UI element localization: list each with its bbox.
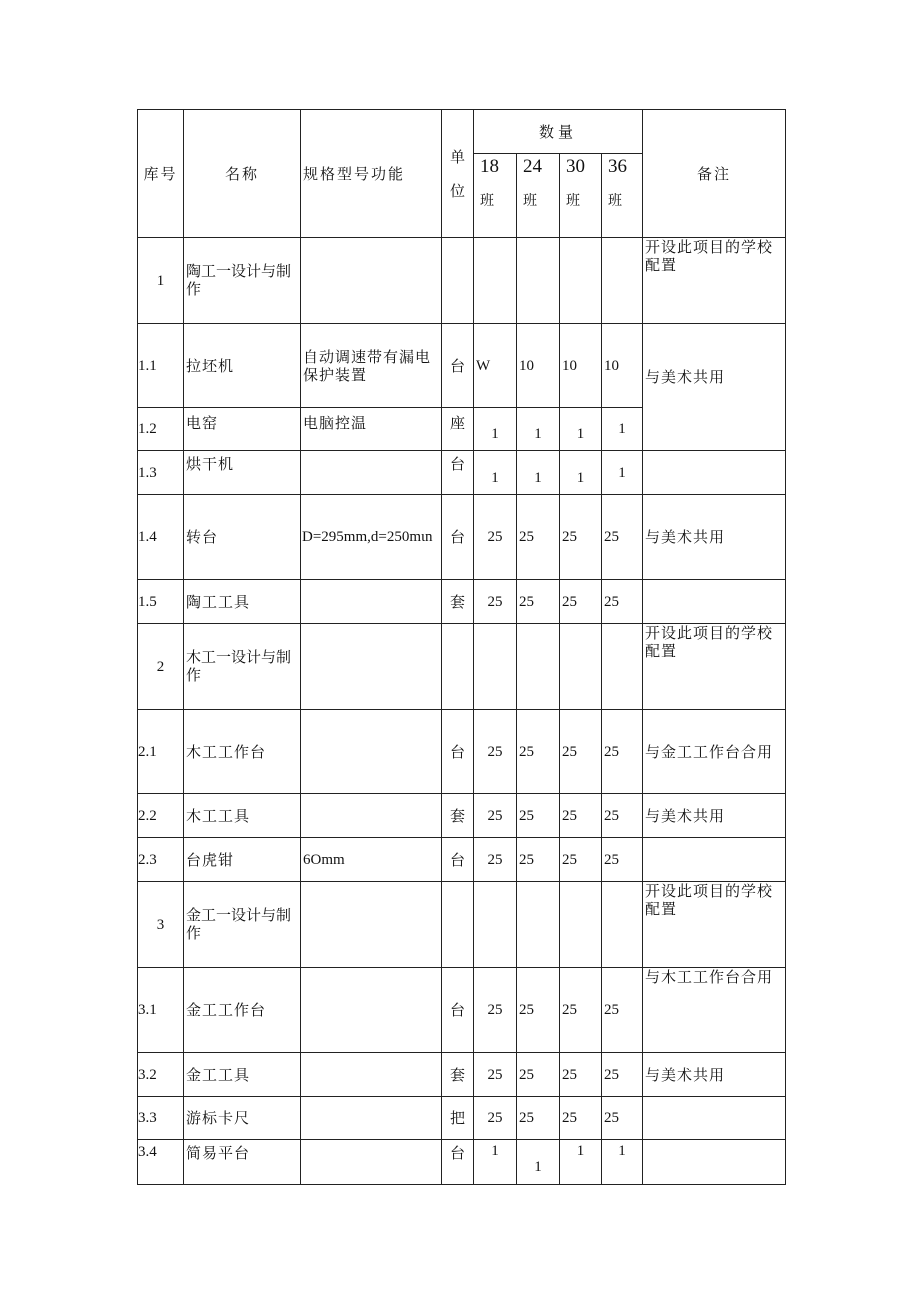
row-name: 陶工工具	[184, 580, 301, 624]
table-row	[138, 451, 786, 495]
qty-24: 25	[517, 1053, 560, 1097]
row-id: 3.2	[138, 1053, 184, 1097]
row-unit: 台	[442, 451, 474, 495]
class-word: 班	[523, 192, 537, 209]
empty-cell	[301, 624, 442, 710]
row-name: 金工工作台	[184, 968, 301, 1053]
empty-cell	[602, 624, 643, 710]
qty-30: 25	[560, 838, 602, 882]
qty-18: 1	[474, 408, 517, 451]
row-name: 木工工具	[184, 794, 301, 838]
class-num: 30	[566, 156, 585, 177]
qty-24: 10	[517, 324, 560, 408]
row-spec	[301, 1053, 442, 1097]
row-name: 金工工具	[184, 1053, 301, 1097]
row-unit: 台	[442, 838, 474, 882]
qty-36: 1	[602, 408, 643, 451]
class-36	[602, 154, 643, 238]
row-remark	[643, 838, 786, 882]
row-id: 1.2	[138, 408, 184, 451]
row-name: 烘干机	[184, 451, 301, 495]
row-id: 3.1	[138, 968, 184, 1053]
empty-cell	[517, 624, 560, 710]
row-spec	[301, 968, 442, 1053]
table-row	[138, 324, 786, 408]
empty-cell	[560, 882, 602, 968]
class-num: 24	[523, 156, 542, 177]
empty-cell	[602, 238, 643, 324]
qty-24: 25	[517, 794, 560, 838]
section-title: 陶工一设计与制作	[184, 238, 301, 324]
qty-36: 25	[602, 1097, 643, 1140]
row-unit: 把	[442, 1097, 474, 1140]
row-name: 游标卡尺	[184, 1097, 301, 1140]
section-row	[138, 238, 786, 324]
header-unit	[442, 110, 474, 238]
row-name: 木工工作台	[184, 710, 301, 794]
empty-cell	[517, 882, 560, 968]
row-name: 转台	[184, 495, 301, 580]
empty-cell	[301, 882, 442, 968]
qty-24: 25	[517, 968, 560, 1053]
row-remark	[643, 1140, 786, 1185]
empty-cell	[560, 624, 602, 710]
row-name: 拉坯机	[184, 324, 301, 408]
qty-18: 1	[474, 1140, 517, 1185]
table-row	[138, 794, 786, 838]
row-spec: D=295mm,d=250mιn	[301, 495, 442, 580]
empty-cell	[474, 624, 517, 710]
row-unit: 座	[442, 408, 474, 451]
qty-30: 25	[560, 968, 602, 1053]
qty-18: 25	[474, 495, 517, 580]
qty-36: 25	[602, 968, 643, 1053]
class-word: 班	[566, 192, 580, 209]
qty-18: W	[474, 324, 517, 408]
qty-30: 25	[560, 794, 602, 838]
header-row	[138, 110, 786, 154]
section-row	[138, 882, 786, 968]
qty-30: 25	[560, 580, 602, 624]
row-remark	[643, 1097, 786, 1140]
qty-36: 25	[602, 495, 643, 580]
qty-24: 1	[517, 1140, 560, 1185]
empty-cell	[442, 624, 474, 710]
qty-18: 25	[474, 838, 517, 882]
class-num: 18	[480, 156, 499, 177]
qty-36: 25	[602, 580, 643, 624]
qty-30: 10	[560, 324, 602, 408]
class-word: 班	[608, 192, 622, 209]
header-seq: 库号	[138, 110, 184, 238]
qty-30: 1	[560, 451, 602, 495]
qty-36: 1	[602, 451, 643, 495]
row-unit: 套	[442, 1053, 474, 1097]
table-row	[138, 1140, 786, 1185]
empty-cell	[442, 882, 474, 968]
class-num: 36	[608, 156, 627, 177]
row-unit: 台	[442, 495, 474, 580]
row-remark	[643, 580, 786, 624]
row-unit: 台	[442, 324, 474, 408]
row-spec	[301, 794, 442, 838]
row-id: 2.2	[138, 794, 184, 838]
class-18	[474, 154, 517, 238]
section-id: 2	[138, 624, 184, 710]
row-spec	[301, 1140, 442, 1185]
row-remark: 与木工工作台合用	[643, 968, 786, 1053]
row-unit: 台	[442, 1140, 474, 1185]
row-spec	[301, 710, 442, 794]
class-24	[517, 154, 560, 238]
qty-30: 25	[560, 710, 602, 794]
qty-18: 25	[474, 710, 517, 794]
empty-cell	[474, 882, 517, 968]
table-row	[138, 1053, 786, 1097]
row-name: 电窑	[184, 408, 301, 451]
qty-24: 1	[517, 408, 560, 451]
row-unit: 台	[442, 710, 474, 794]
qty-24: 25	[517, 495, 560, 580]
qty-30: 1	[560, 408, 602, 451]
header-spec: 规格型号功能	[301, 110, 442, 238]
row-id: 3.3	[138, 1097, 184, 1140]
table-row	[138, 1097, 786, 1140]
qty-30: 1	[560, 1140, 602, 1185]
row-id: 1.4	[138, 495, 184, 580]
qty-30: 25	[560, 1097, 602, 1140]
qty-36: 25	[602, 794, 643, 838]
qty-36: 25	[602, 1053, 643, 1097]
empty-cell	[560, 238, 602, 324]
section-remark: 开设此项目的学校配置	[643, 624, 786, 710]
row-id: 1.3	[138, 451, 184, 495]
qty-36: 25	[602, 710, 643, 794]
section-title: 木工一设计与制作	[184, 624, 301, 710]
row-name: 台虎钳	[184, 838, 301, 882]
row-remark: 与美术共用	[643, 1053, 786, 1097]
qty-18: 25	[474, 1097, 517, 1140]
section-remark: 开设此项目的学校配置	[643, 238, 786, 324]
qty-18: 25	[474, 1053, 517, 1097]
qty-30: 25	[560, 1053, 602, 1097]
header-name: 名称	[184, 110, 301, 238]
section-id: 3	[138, 882, 184, 968]
header-qty: 数量	[474, 110, 643, 154]
qty-36: 1	[602, 1140, 643, 1185]
empty-cell	[602, 882, 643, 968]
section-id: 1	[138, 238, 184, 324]
qty-36: 10	[602, 324, 643, 408]
row-remark: 与金工工作台合用	[643, 710, 786, 794]
row-spec: 自动调速带有漏电保护装置	[301, 324, 442, 408]
row-spec	[301, 451, 442, 495]
equipment-table	[137, 109, 786, 1185]
table-row	[138, 838, 786, 882]
row-remark: 与美术共用	[643, 495, 786, 580]
header-remark: 备注	[643, 110, 786, 238]
row-name: 简易平台	[184, 1140, 301, 1185]
header-unit-text: 单位	[449, 147, 465, 200]
empty-cell	[474, 238, 517, 324]
section-remark: 开设此项目的学校配置	[643, 882, 786, 968]
empty-cell	[301, 238, 442, 324]
row-id: 1.1	[138, 324, 184, 408]
qty-24: 25	[517, 710, 560, 794]
table-row	[138, 580, 786, 624]
qty-30: 25	[560, 495, 602, 580]
row-remark	[643, 451, 786, 495]
empty-cell	[442, 238, 474, 324]
row-spec	[301, 1097, 442, 1140]
qty-18: 25	[474, 580, 517, 624]
qty-24: 25	[517, 1097, 560, 1140]
row-unit: 台	[442, 968, 474, 1053]
class-30	[560, 154, 602, 238]
qty-18: 25	[474, 794, 517, 838]
row-spec: 6Omm	[301, 838, 442, 882]
row-unit: 套	[442, 580, 474, 624]
qty-24: 25	[517, 580, 560, 624]
table-row	[138, 495, 786, 580]
qty-36: 25	[602, 838, 643, 882]
qty-18: 25	[474, 968, 517, 1053]
row-id: 1.5	[138, 580, 184, 624]
row-unit: 套	[442, 794, 474, 838]
class-word: 班	[480, 192, 494, 209]
row-remark: 与美术共用	[643, 324, 786, 451]
section-title: 金工一设计与制作	[184, 882, 301, 968]
qty-18: 1	[474, 451, 517, 495]
empty-cell	[517, 238, 560, 324]
section-row	[138, 624, 786, 710]
row-id: 3.4	[138, 1140, 184, 1185]
qty-24: 1	[517, 451, 560, 495]
row-spec	[301, 580, 442, 624]
row-spec: 电脑控温	[301, 408, 442, 451]
table-row	[138, 710, 786, 794]
table-row	[138, 968, 786, 1053]
row-id: 2.1	[138, 710, 184, 794]
qty-24: 25	[517, 838, 560, 882]
row-remark: 与美术共用	[643, 794, 786, 838]
row-id: 2.3	[138, 838, 184, 882]
